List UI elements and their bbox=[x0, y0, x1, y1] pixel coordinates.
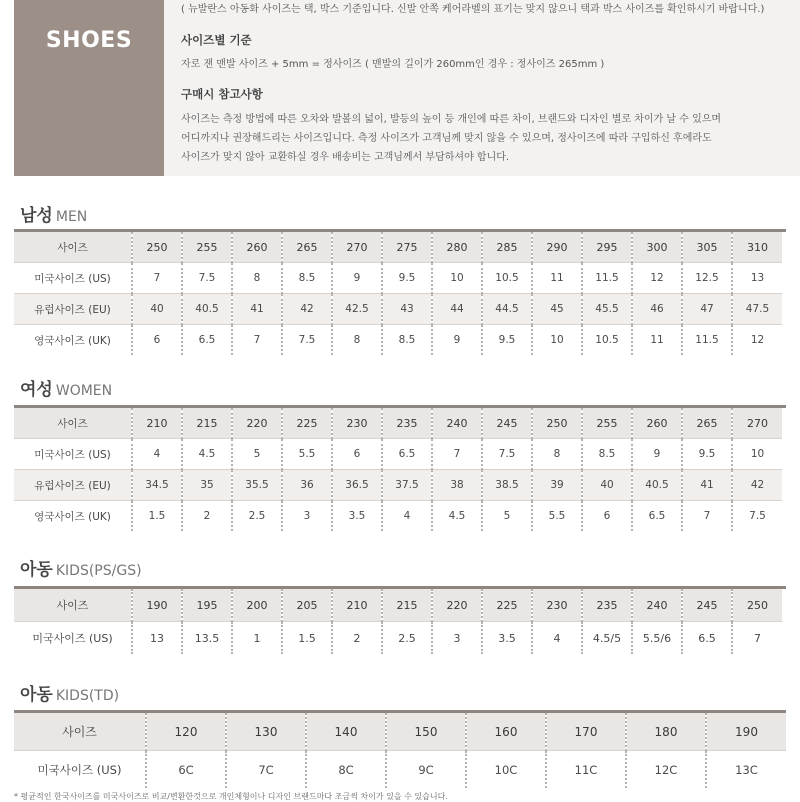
size-cell: 5 bbox=[482, 501, 532, 532]
size-cell: 245 bbox=[682, 589, 732, 622]
size-cell: 13 bbox=[732, 263, 782, 294]
size-cell: 8.5 bbox=[582, 439, 632, 470]
size-cell: 7 bbox=[132, 263, 182, 294]
size-cell: 11.5 bbox=[582, 263, 632, 294]
size-cell: 42 bbox=[732, 470, 782, 501]
size-cell: 240 bbox=[632, 589, 682, 622]
size-cell: 265 bbox=[682, 408, 732, 439]
size-cell: 7 bbox=[232, 325, 282, 356]
size-cell: 6.5 bbox=[182, 325, 232, 356]
footnote: * 평균적인 한국사이즈를 미국사이즈로 비교/변환한것으로 개인체형이나 디자인 브랜드마다 조금씩 차이가 있을 수 있습니다. bbox=[14, 792, 448, 801]
size-cell: 210 bbox=[132, 408, 182, 439]
size-row bbox=[14, 622, 782, 655]
size-cell: 10.5 bbox=[482, 263, 532, 294]
size-header-row bbox=[14, 408, 782, 439]
size-cell: 38 bbox=[432, 470, 482, 501]
size-cell: 11.5 bbox=[682, 325, 732, 356]
size-cell: 235 bbox=[582, 589, 632, 622]
size-cell: 1 bbox=[232, 622, 282, 655]
size-cell: 9C bbox=[386, 751, 466, 789]
size-cell: 5.5/6 bbox=[632, 622, 682, 655]
size-cell: 7.5 bbox=[182, 263, 232, 294]
purchase-note-heading: 구매시 참고사항 bbox=[181, 87, 263, 101]
size-cell: 6 bbox=[582, 501, 632, 532]
size-standard-heading: 사이즈별 기준 bbox=[181, 33, 252, 47]
size-cell: 215 bbox=[382, 589, 432, 622]
size-cell: 6C bbox=[146, 751, 226, 789]
size-cell: 4 bbox=[132, 439, 182, 470]
size-cell: 42.5 bbox=[332, 294, 382, 325]
size-row bbox=[14, 439, 782, 470]
size-cell: 36 bbox=[282, 470, 332, 501]
size-cell: 11C bbox=[546, 751, 626, 789]
size-cell: 295 bbox=[582, 232, 632, 263]
size-cell: 3 bbox=[282, 501, 332, 532]
size-cell: 190 bbox=[706, 713, 786, 751]
size-cell: 9.5 bbox=[382, 263, 432, 294]
size-cell: 225 bbox=[482, 589, 532, 622]
size-cell: 2 bbox=[182, 501, 232, 532]
size-cell: 9 bbox=[632, 439, 682, 470]
size-cell: 10 bbox=[432, 263, 482, 294]
purchase-note-line: 사이즈가 맞지 않아 교환하실 경우 배송비는 고객님께서 부담하셔야 합니다. bbox=[181, 152, 510, 163]
size-cell: 6 bbox=[332, 439, 382, 470]
size-cell: 41 bbox=[232, 294, 282, 325]
size-cell: 290 bbox=[532, 232, 582, 263]
size-cell: 4.5/5 bbox=[582, 622, 632, 655]
size-cell: 240 bbox=[432, 408, 482, 439]
size-cell: 255 bbox=[582, 408, 632, 439]
men-title-ko: 남성 bbox=[20, 206, 53, 226]
size-cell: 12.5 bbox=[682, 263, 732, 294]
size-cell: 220 bbox=[232, 408, 282, 439]
row-label-cell: 영국사이즈 (UK) bbox=[14, 325, 132, 356]
size-cell: 245 bbox=[482, 408, 532, 439]
size-cell: 300 bbox=[632, 232, 682, 263]
size-header-row bbox=[14, 589, 782, 622]
size-cell: 9.5 bbox=[682, 439, 732, 470]
size-cell: 2.5 bbox=[232, 501, 282, 532]
size-cell: 8 bbox=[232, 263, 282, 294]
row-label-cell: 미국사이즈 (US) bbox=[14, 751, 146, 789]
row-label-cell: 사이즈 bbox=[14, 408, 132, 439]
kids-ps-title-ko: 아동 bbox=[20, 560, 53, 580]
size-cell: 1.5 bbox=[132, 501, 182, 532]
size-cell: 285 bbox=[482, 232, 532, 263]
size-cell: 220 bbox=[432, 589, 482, 622]
size-cell: 10 bbox=[732, 439, 782, 470]
size-cell: 9.5 bbox=[482, 325, 532, 356]
size-cell: 280 bbox=[432, 232, 482, 263]
size-cell: 275 bbox=[382, 232, 432, 263]
row-label-cell: 사이즈 bbox=[14, 713, 146, 751]
kids-ps-section-title bbox=[20, 555, 142, 580]
size-cell: 13.5 bbox=[182, 622, 232, 655]
women-title-en: WOMEN bbox=[55, 383, 113, 399]
size-cell: 2 bbox=[332, 622, 382, 655]
size-cell: 9 bbox=[432, 325, 482, 356]
kids-ps-size-table bbox=[14, 589, 782, 654]
size-cell: 250 bbox=[732, 589, 782, 622]
size-cell: 40.5 bbox=[182, 294, 232, 325]
size-cell: 3 bbox=[432, 622, 482, 655]
size-cell: 47.5 bbox=[732, 294, 782, 325]
size-cell: 44 bbox=[432, 294, 482, 325]
size-cell: 4 bbox=[382, 501, 432, 532]
size-cell: 265 bbox=[282, 232, 332, 263]
size-cell: 160 bbox=[466, 713, 546, 751]
size-cell: 37.5 bbox=[382, 470, 432, 501]
size-cell: 42 bbox=[282, 294, 332, 325]
size-cell: 38.5 bbox=[482, 470, 532, 501]
size-header-row bbox=[14, 232, 782, 263]
row-label-cell: 미국사이즈 (US) bbox=[14, 439, 132, 470]
size-cell: 170 bbox=[546, 713, 626, 751]
size-cell: 260 bbox=[632, 408, 682, 439]
men-title-en: MEN bbox=[55, 209, 88, 225]
size-cell: 2.5 bbox=[382, 622, 432, 655]
size-row bbox=[14, 294, 782, 325]
size-cell: 7 bbox=[682, 501, 732, 532]
size-cell: 12 bbox=[732, 325, 782, 356]
size-cell: 310 bbox=[732, 232, 782, 263]
size-cell: 3.5 bbox=[482, 622, 532, 655]
size-cell: 250 bbox=[532, 408, 582, 439]
size-cell: 270 bbox=[332, 232, 382, 263]
size-cell: 270 bbox=[732, 408, 782, 439]
size-row bbox=[14, 470, 782, 501]
kids-td-title-en: KIDS(TD) bbox=[55, 688, 120, 704]
size-cell: 8.5 bbox=[382, 325, 432, 356]
size-cell: 4 bbox=[532, 622, 582, 655]
size-cell: 47 bbox=[682, 294, 732, 325]
size-cell: 8 bbox=[532, 439, 582, 470]
row-label-cell: 영국사이즈 (UK) bbox=[14, 501, 132, 532]
size-cell: 13C bbox=[706, 751, 786, 789]
row-label-cell: 사이즈 bbox=[14, 589, 132, 622]
size-cell: 8 bbox=[332, 325, 382, 356]
category-label: SHOES bbox=[45, 28, 133, 53]
size-cell: 44.5 bbox=[482, 294, 532, 325]
top-note: ( 뉴발란스 아동화 사이즈는 택, 박스 기준입니다. 신발 안쪽 케어라벨의 표기는 맞지 않으니 택과 박스 사이즈를 확인하시기 바랍니다.) bbox=[181, 4, 765, 15]
size-cell: 7.5 bbox=[732, 501, 782, 532]
purchase-note-line: 어디까지나 권장해드리는 사이즈입니다. 측정 사이즈가 고객님께 맞지 않을 수 있으며, 정사이즈에 따라 구입하신 후에라도 bbox=[181, 133, 712, 144]
row-label-cell: 유럽사이즈 (EU) bbox=[14, 470, 132, 501]
kids-td-title-ko: 아동 bbox=[20, 685, 53, 705]
men-size-table bbox=[14, 232, 782, 355]
size-cell: 40.5 bbox=[632, 470, 682, 501]
size-cell: 46 bbox=[632, 294, 682, 325]
size-row bbox=[14, 501, 782, 532]
size-cell: 10.5 bbox=[582, 325, 632, 356]
women-title-ko: 여성 bbox=[20, 380, 53, 400]
size-cell: 140 bbox=[306, 713, 386, 751]
size-cell: 40 bbox=[582, 470, 632, 501]
size-cell: 7C bbox=[226, 751, 306, 789]
row-label-cell: 미국사이즈 (US) bbox=[14, 622, 132, 655]
size-cell: 7 bbox=[732, 622, 782, 655]
size-cell: 7 bbox=[432, 439, 482, 470]
size-cell: 35.5 bbox=[232, 470, 282, 501]
kids-ps-title-en: KIDS(PS/GS) bbox=[55, 563, 142, 579]
size-cell: 225 bbox=[282, 408, 332, 439]
size-cell: 35 bbox=[182, 470, 232, 501]
size-cell: 250 bbox=[132, 232, 182, 263]
size-cell: 45 bbox=[532, 294, 582, 325]
size-cell: 120 bbox=[146, 713, 226, 751]
size-cell: 7.5 bbox=[482, 439, 532, 470]
size-cell: 9 bbox=[332, 263, 382, 294]
women-section-title bbox=[20, 375, 112, 400]
size-row bbox=[14, 751, 786, 789]
size-cell: 41 bbox=[682, 470, 732, 501]
size-cell: 130 bbox=[226, 713, 306, 751]
size-standard-text: 자로 잰 맨발 사이즈 + 5mm = 정사이즈 ( 맨발의 길이가 260mm인 경우 : 정사이즈 265mm ) bbox=[181, 59, 605, 70]
size-cell: 10 bbox=[532, 325, 582, 356]
size-cell: 6 bbox=[132, 325, 182, 356]
size-cell: 6.5 bbox=[632, 501, 682, 532]
women-size-table bbox=[14, 408, 782, 531]
size-cell: 230 bbox=[532, 589, 582, 622]
size-cell: 180 bbox=[626, 713, 706, 751]
size-row bbox=[14, 325, 782, 356]
size-cell: 10C bbox=[466, 751, 546, 789]
size-cell: 4.5 bbox=[432, 501, 482, 532]
size-cell: 43 bbox=[382, 294, 432, 325]
size-cell: 235 bbox=[382, 408, 432, 439]
size-cell: 1.5 bbox=[282, 622, 332, 655]
row-label-cell: 유럽사이즈 (EU) bbox=[14, 294, 132, 325]
men-section-title bbox=[20, 201, 87, 226]
size-cell: 39 bbox=[532, 470, 582, 501]
kids-td-section-title bbox=[20, 680, 119, 705]
size-header-row bbox=[14, 713, 786, 751]
size-cell: 195 bbox=[182, 589, 232, 622]
size-row bbox=[14, 263, 782, 294]
size-cell: 215 bbox=[182, 408, 232, 439]
kids-td-size-table bbox=[14, 713, 786, 788]
size-cell: 4.5 bbox=[182, 439, 232, 470]
row-label-cell: 사이즈 bbox=[14, 232, 132, 263]
size-cell: 40 bbox=[132, 294, 182, 325]
size-cell: 13 bbox=[132, 622, 182, 655]
size-cell: 8C bbox=[306, 751, 386, 789]
size-cell: 305 bbox=[682, 232, 732, 263]
size-cell: 3.5 bbox=[332, 501, 382, 532]
size-cell: 210 bbox=[332, 589, 382, 622]
size-cell: 205 bbox=[282, 589, 332, 622]
category-box bbox=[14, 0, 164, 176]
size-cell: 150 bbox=[386, 713, 466, 751]
size-cell: 11 bbox=[632, 325, 682, 356]
size-cell: 5.5 bbox=[532, 501, 582, 532]
purchase-note-line: 사이즈는 측정 방법에 따른 오차와 발볼의 넓이, 발등의 높이 등 개인에 따른 차이, 브랜드와 디자인 별로 차이가 날 수 있으며 bbox=[181, 114, 722, 125]
size-cell: 11 bbox=[532, 263, 582, 294]
size-cell: 36.5 bbox=[332, 470, 382, 501]
size-cell: 8.5 bbox=[282, 263, 332, 294]
size-cell: 6.5 bbox=[382, 439, 432, 470]
size-cell: 5 bbox=[232, 439, 282, 470]
size-cell: 260 bbox=[232, 232, 282, 263]
size-cell: 255 bbox=[182, 232, 232, 263]
size-cell: 6.5 bbox=[682, 622, 732, 655]
size-cell: 5.5 bbox=[282, 439, 332, 470]
size-cell: 12C bbox=[626, 751, 706, 789]
size-cell: 12 bbox=[632, 263, 682, 294]
size-cell: 190 bbox=[132, 589, 182, 622]
row-label-cell: 미국사이즈 (US) bbox=[14, 263, 132, 294]
size-cell: 7.5 bbox=[282, 325, 332, 356]
size-cell: 34.5 bbox=[132, 470, 182, 501]
size-cell: 200 bbox=[232, 589, 282, 622]
size-cell: 45.5 bbox=[582, 294, 632, 325]
size-cell: 230 bbox=[332, 408, 382, 439]
